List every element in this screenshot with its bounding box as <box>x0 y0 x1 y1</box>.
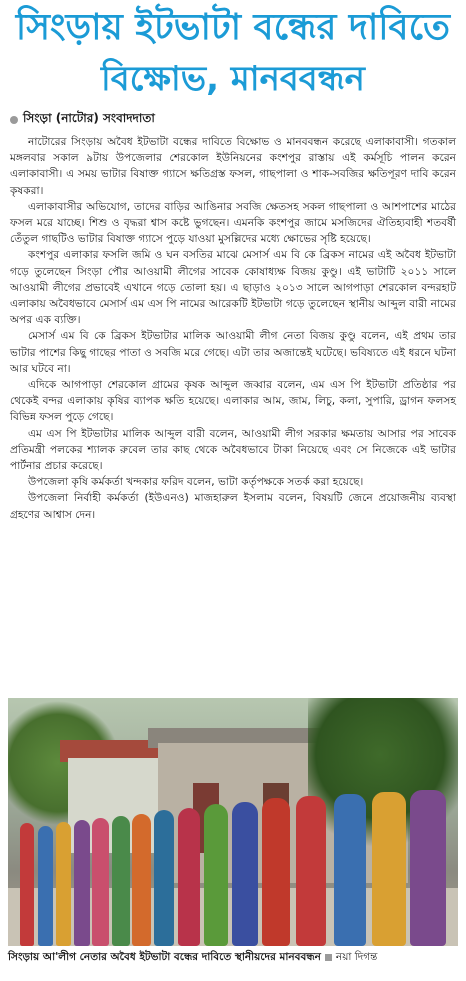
paragraph-7: উপজেলা কৃষি কর্মকর্তা খন্দকার ফরিদ বলেন, ভাটা কর্তৃপক্ষকে সতর্ক করা হয়েছে। <box>28 476 364 489</box>
paragraph-5: এদিকে আগপাড়া শেরকোল গ্রামের কৃষক আব্দুল জব্বার বলেন, এম এস পি ইটভাটা প্রতিষ্ঠার পর থেকেই বন্দর এলাকায় কৃষির ব্যাপক ক্ষতি হয়েছে। এলাকার আম, জাম, লিচু, কলা, সুপারি, ড্রাগন ফলসহ বিভিন্ন ফসল পুড়ে গেছে। <box>10 379 456 424</box>
paragraph-3: কংশপুর এলাকার ফসলি জমি ও ঘন বসতির মাঝে মেসার্স এম বি কে ব্রিকস নামের এই অবৈধ ইটভাটা গড়ে তুলেছেন সিংড়া পৌর আওয়ামী লীগের সাবেক কোষাধ্যক্ষ বিজয় কুণ্ডু। এই ভাটাটি ২০১১ সালে আওয়ামী লীগের প্রভাবেই এখানে গড়ে তোলা হয়। এ ছাড়াও ২০১৩ সালে আগপাড়া শেরকোল বন্দরহাট এলাকায় অবৈধভাবে মেসার্স এম এস পি নামের আরেকটি ইটভাটা গড়ে তুলেছেন স্থানীয় আব্দুল বারী নামের অপর এক ব্যক্তি। <box>10 249 456 327</box>
person-figure <box>56 822 71 946</box>
person-figure <box>262 798 290 946</box>
photo-caption <box>8 950 458 964</box>
caption-credit: নয়া দিগন্ত <box>335 951 378 963</box>
news-photo <box>8 698 458 946</box>
person-figure <box>38 826 53 946</box>
headline-line-2: বিক্ষোভ, মানববন্ধন <box>101 59 365 99</box>
bullet-icon <box>10 116 18 124</box>
person-figure <box>74 820 90 946</box>
person-figure <box>296 796 326 946</box>
paragraph-4: মেসার্স এম বি কে ব্রিকস ইটভাটার মালিক আওয়ামী লীগ নেতা বিজয় কুণ্ডু বলেন, এই প্রথম তার ভাটার পাশের কিছু গাছের পাতা ও সবজি মরে গেছে। এটা তার অজান্তেই ঘটেছে। ভবিষ্যতে এই ধরনে ঘটনা আর ঘটবে না। <box>10 330 456 375</box>
person-figure <box>232 802 258 946</box>
byline-text: সিংড়া (নাটোর) সংবাদদাতা <box>23 111 155 125</box>
person-figure <box>154 810 174 946</box>
byline <box>10 110 155 130</box>
square-icon <box>325 954 332 961</box>
headline-line-1: সিংড়ায় ইটভাটা বন্ধের দাবিতে <box>15 7 451 48</box>
article-body <box>10 134 456 523</box>
person-figure <box>204 804 228 946</box>
person-figure <box>92 818 109 946</box>
paragraph-2: এলাকাবাসীর অভিযোগ, তাদের বাড়ির আঙিনার সবজি ক্ষেতসহ সকল গাছপালা ও আশপাশের মাঠের ফসল মরে যাচ্ছে। শিশু ও বৃদ্ধরা শ্বাস কষ্টে ভুগছেন। এমনকি কংশপুর জামে মসজিদের ঐতিহ্যবাহী শতবর্ষী তেঁতুল গাছটিও ভাটার বিষাক্ত গ্যাসে পুড়ে যাওয়া মুসল্লিদের মধ্যে ক্ষোভের সৃষ্টি হয়েছে। <box>10 200 456 246</box>
person-figure <box>334 794 366 946</box>
person-figure <box>20 823 34 946</box>
paragraph-8: উপজেলা নির্বাহী কর্মকর্তা (ইউএনও) মাজহারুল ইসলাম বলেন, বিষয়টি জেনে প্রয়োজনীয় ব্যবস্থা গ্রহণের আশ্বাস দেন। <box>10 492 456 521</box>
caption-text: সিংড়ায় আ'লীগ নেতার অবৈধ ইটভাটা বন্ধের দাবিতে স্থানীয়দের মানববন্ধন <box>8 951 321 963</box>
paragraph-6: এম এস পি ইটভাটার মালিক আব্দুল বারী বলেন, আওয়ামী লীগ সরকার ক্ষমতায় আসার পর সাবেক প্রতিমন্ত্রী পলকের শ্যালক রুবেল তার কাছ থেকে অবৈধভাবে টাকা নিয়েছে এবং সে নিজেকে এই ভাটার পার্টনার প্রচার করেছে। <box>10 427 456 473</box>
person-figure <box>372 792 406 946</box>
person-figure <box>132 814 151 946</box>
person-figure <box>178 808 200 946</box>
person-figure <box>410 790 446 946</box>
person-figure <box>112 816 130 946</box>
paragraph-1: নাটোরের সিংড়ায় অবৈধ ইটভাটা বন্ধের দাবিতে বিক্ষোভ ও মানববন্ধন করেছে এলাকাবাসী। গতকাল মঙ্গলবার সকাল ৯টায় উপজেলার শেরকোল ইউনিয়নের কংশপুর রাস্তায় এই কর্মসূচি পালন করেন এলাকাবাসী। এ সময় ভাটার বিষাক্ত গ্যাসে ক্ষতিগ্রস্ত ফসল, গাছপালা ও শাক-সবজির ক্ষতিপূরণ দাবি করেন কৃষকরা। <box>10 136 456 197</box>
